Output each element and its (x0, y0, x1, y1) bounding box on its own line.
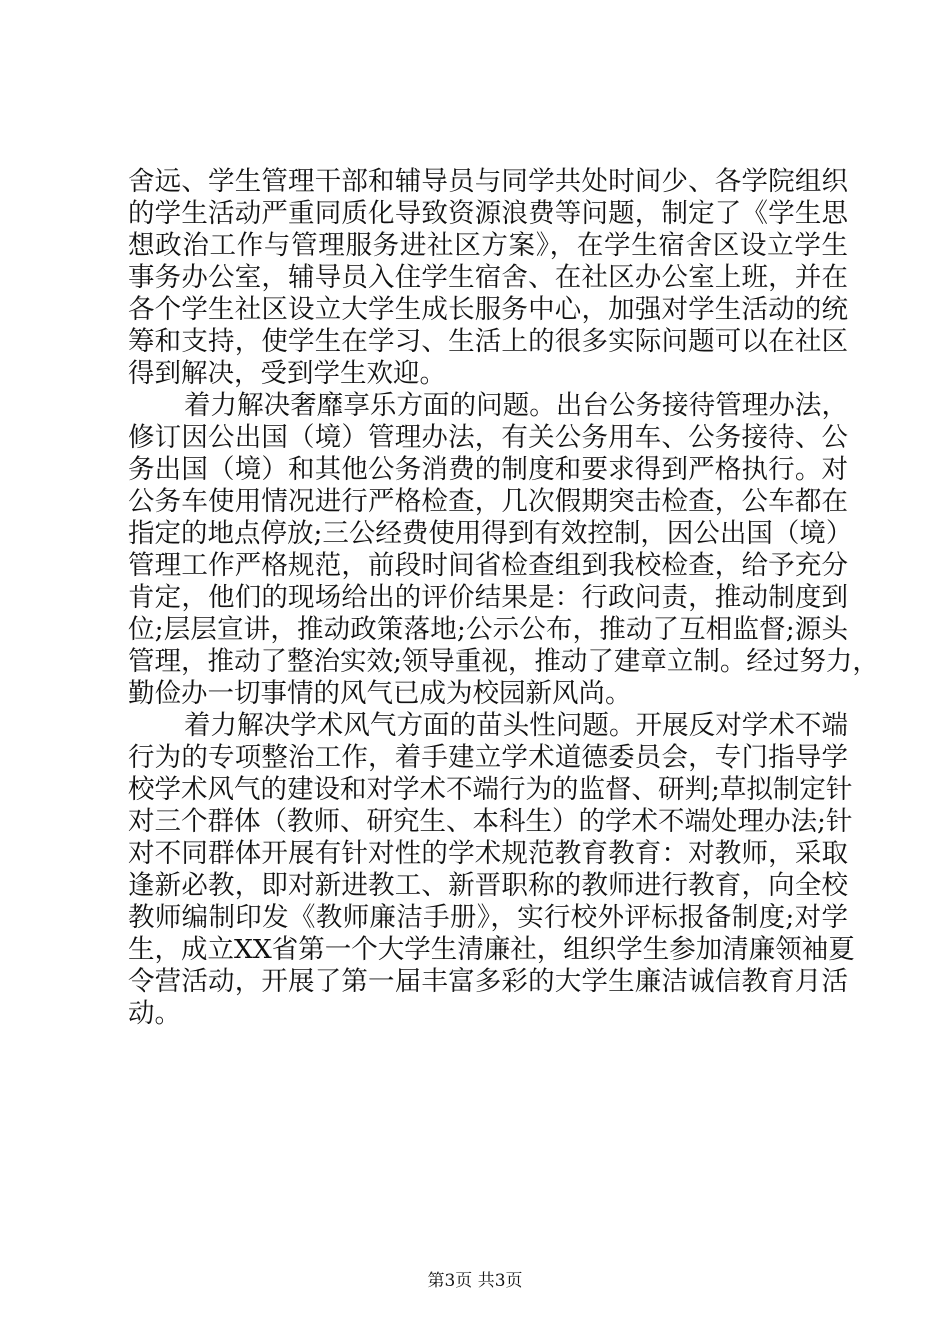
text-line: 行为的专项整治工作，着手建立学术道德委员会，专门指导学 (128, 742, 848, 773)
page-footer: 第3页 共3页 (427, 1271, 523, 1291)
text-line: 令营活动，开展了第一届丰富多彩的大学生廉洁诚信教育月活 (128, 966, 848, 997)
text-line: 各个学生社区设立大学生成长服务中心，加强对学生活动的统 (128, 294, 848, 325)
text-line: 舍远、学生管理干部和辅导员与同学共处时间少、各学院组织 (128, 166, 848, 197)
text-line: 想政治工作与管理服务进社区方案》，在学生宿舍区设立学生 (128, 230, 848, 261)
text-line: 着力解决奢靡享乐方面的问题。出台公务接待管理办法， (184, 390, 848, 421)
text-line: 得到解决，受到学生欢迎。 (128, 358, 446, 389)
text-line: 教师编制印发《教师廉洁手册》，实行校外评标报备制度;对学 (128, 902, 848, 933)
text-line: 对不同群体开展有针对性的学术规范教育教育：对教师，采取 (128, 838, 848, 869)
text-line: 事务办公室，辅导员入住学生宿舍、在社区办公室上班，并在 (128, 262, 848, 293)
text-line: 对三个群体（教师、研究生、本科生）的学术不端处理办法;针 (128, 806, 853, 837)
text-line: 校学术风气的建设和对学术不端行为的监督、研判;草拟制定针 (128, 774, 853, 805)
text-line: 肯定，他们的现场给出的评价结果是：行政问责，推动制度到 (128, 582, 848, 613)
text-line: 指定的地点停放;三公经费使用得到有效控制，因公出国（境） (128, 518, 853, 549)
text-line: 公务车使用情况进行严格检查，几次假期突击检查，公车都在 (128, 486, 848, 517)
text-line: 动。 (128, 998, 181, 1029)
text-line: 筹和支持，使学生在学习、生活上的很多实际问题可以在社区 (128, 326, 848, 357)
text-line: 着力解决学术风气方面的苗头性问题。开展反对学术不端 (184, 710, 848, 741)
body-text (128, 166, 879, 1030)
text-line: 务出国（境）和其他公务消费的制度和要求得到严格执行。对 (128, 454, 848, 485)
text-line: 逢新必教，即对新进教工、新晋职称的教师进行教育，向全校 (128, 870, 848, 901)
text-line: 勤俭办一切事情的风气已成为校园新风尚。 (128, 678, 632, 709)
text-line: 管理，推动了整治实效;领导重视，推动了建章立制。经过努力， (128, 646, 879, 677)
text-line: 的学生活动严重同质化导致资源浪费等问题，制定了《学生思 (128, 198, 848, 229)
text-line: 管理工作严格规范，前段时间省检查组到我校检查，给予充分 (128, 550, 848, 581)
text-line: 修订因公出国（境）管理办法，有关公务用车、公务接待、公 (128, 422, 848, 453)
text-line: 生，成立XX省第一个大学生清廉社，组织学生参加清廉领袖夏 (128, 934, 855, 965)
text-line: 位;层层宣讲，推动政策落地;公示公布，推动了互相监督;源头 (128, 614, 848, 645)
